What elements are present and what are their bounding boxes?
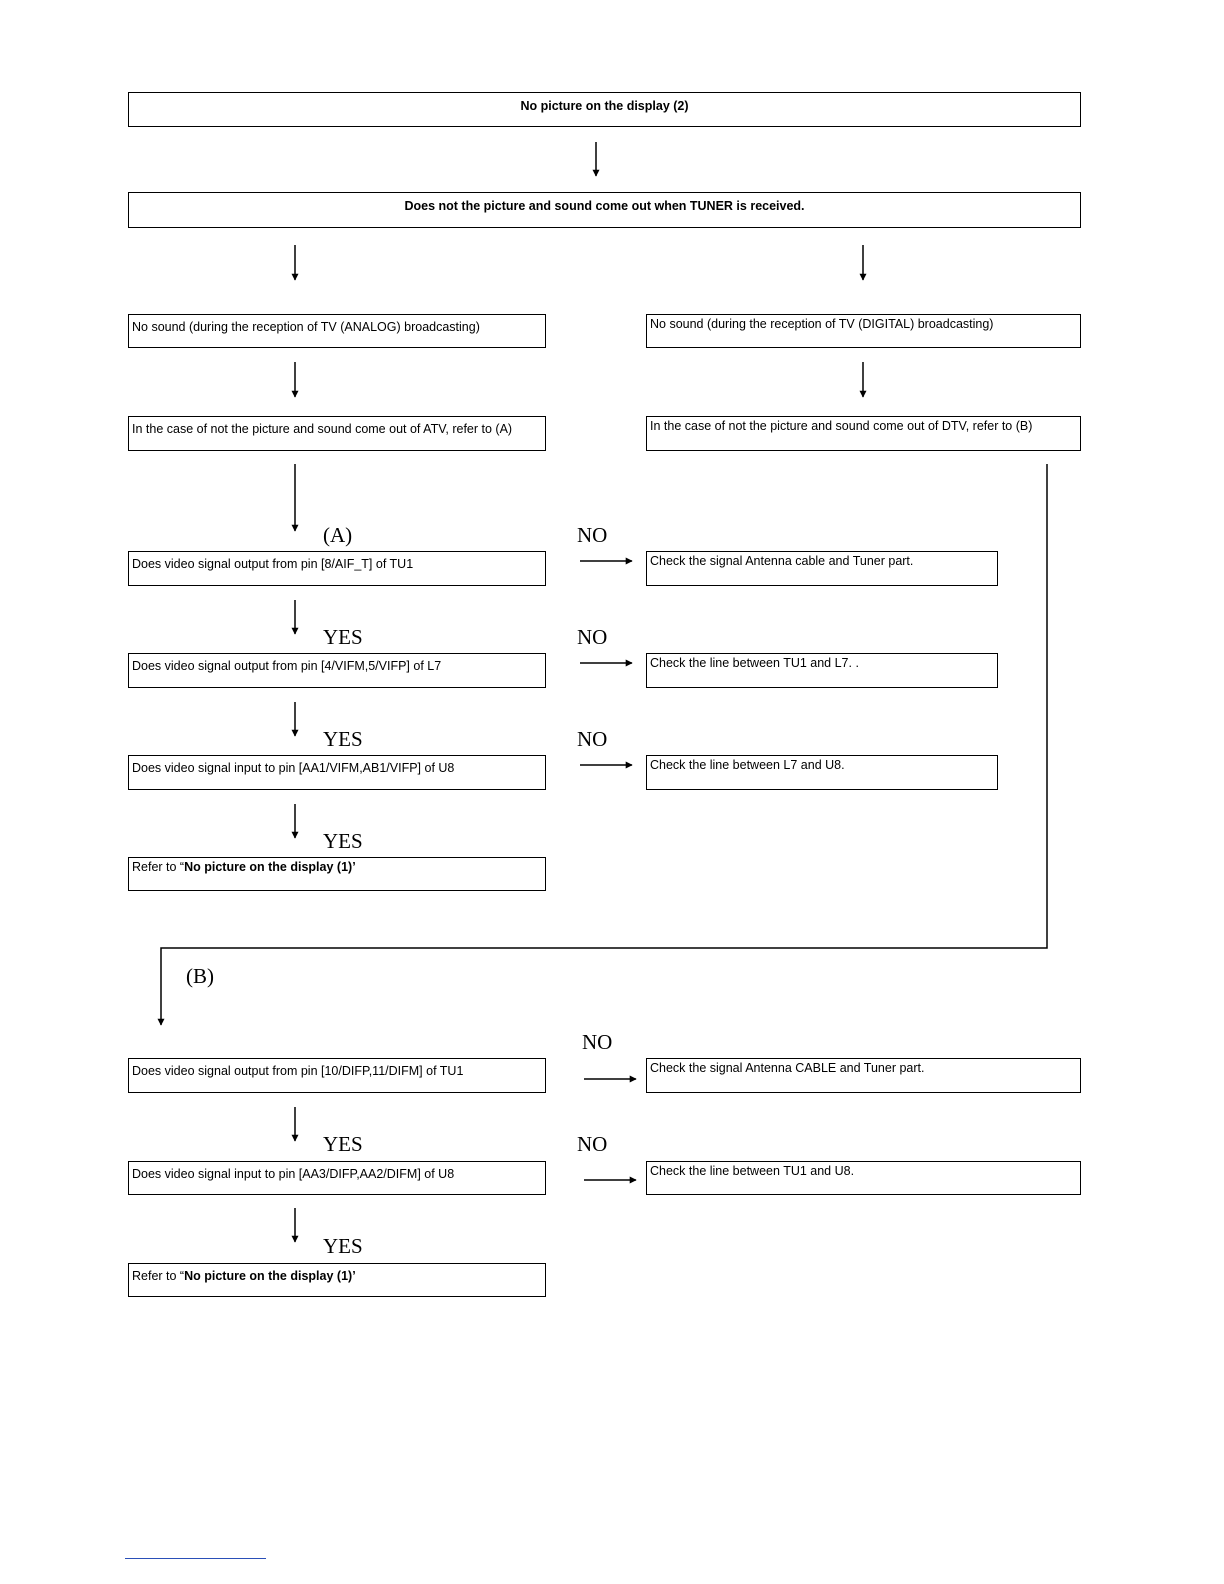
section-a-check-2 [128,653,546,688]
section-b-refer-prefix: Refer to “ [132,1269,185,1283]
question-box [128,192,1081,228]
section-b-check-1-text: Does video signal output from pin [10/DIFP,11/DIFM] of TU1 [132,1064,464,1078]
digital-refer-text: In the case of not the picture and sound come out of DTV, refer to (B) [650,419,1033,433]
section-b-check-1 [128,1058,546,1093]
section-a-no-1: NO [577,523,608,547]
question-text: Does not the picture and sound come out when TUNER is received. [404,199,805,213]
title-text: No picture on the display (2) [520,99,689,113]
section-b-no-2: NO [577,1132,608,1156]
section-a-check-3-text: Does video signal input to pin [AA1/VIFM,AB1/VIFP] of U8 [132,761,455,775]
section-b-check-2-text: Does video signal input to pin [AA3/DIFP,AA2/DIFM] of U8 [132,1167,455,1181]
section-a-no-3: NO [577,727,608,751]
section-a-no-2: NO [577,625,608,649]
section-a-action-1-text: Check the signal Antenna cable and Tuner part. [650,554,914,568]
section-b-check-2 [128,1161,546,1195]
section-b-action-2 [646,1161,1081,1195]
section-a-yes-2: YES [323,727,363,751]
section-a-check-1-text: Does video signal output from pin [8/AIF_T] of TU1 [132,557,414,571]
section-b-yes-1: YES [323,1132,363,1156]
section-b-refer-box [128,1263,546,1297]
section-b-label: (B) [186,964,214,988]
section-a-action-3-text: Check the line between L7 and U8. [650,758,845,772]
analog-refer-text: In the case of not the picture and sound come out of ATV, refer to (A) [132,422,513,436]
section-b-action-1-text: Check the signal Antenna CABLE and Tuner part. [650,1061,925,1075]
section-a-refer-title: No picture on the display (1) [184,860,353,874]
section-a-yes-1: YES [323,625,363,649]
section-a-refer-suffix: ’ [352,860,356,874]
section-b-yes-final: YES [323,1234,363,1258]
digital-no-sound-text: No sound (during the reception of TV (DIGITAL) broadcasting) [650,317,994,331]
section-a-action-1 [646,551,998,586]
title-box [128,92,1081,127]
section-b-action-2-text: Check the line between TU1 and U8. [650,1164,855,1178]
analog-no-sound-text: No sound (during the reception of TV (ANALOG) broadcasting) [132,320,480,334]
section-b-no-1: NO [582,1030,613,1054]
section-a-check-3 [128,755,546,790]
section-b-action-1 [646,1058,1081,1093]
section-a-check-2-text: Does video signal output from pin [4/VIFM,5/VIFP] of L7 [132,659,442,673]
footer-link-underline [125,1558,266,1559]
section-b-refer-suffix: ’ [352,1269,356,1283]
section-a-refer-prefix: Refer to “ [132,860,185,874]
section-a-yes-final: YES [323,829,363,853]
analog-no-sound-box [128,314,546,348]
section-a-action-2-text: Check the line between TU1 and L7. . [650,656,859,670]
digital-no-sound-box [646,314,1081,348]
section-a-check-1 [128,551,546,586]
section-a-refer-box [128,857,546,891]
section-a-label: (A) [323,523,353,547]
section-b-refer-title: No picture on the display (1) [184,1269,353,1283]
section-a-action-2 [646,653,998,688]
section-a-action-3 [646,755,998,790]
digital-refer-box [646,416,1081,451]
analog-refer-box [128,416,546,451]
